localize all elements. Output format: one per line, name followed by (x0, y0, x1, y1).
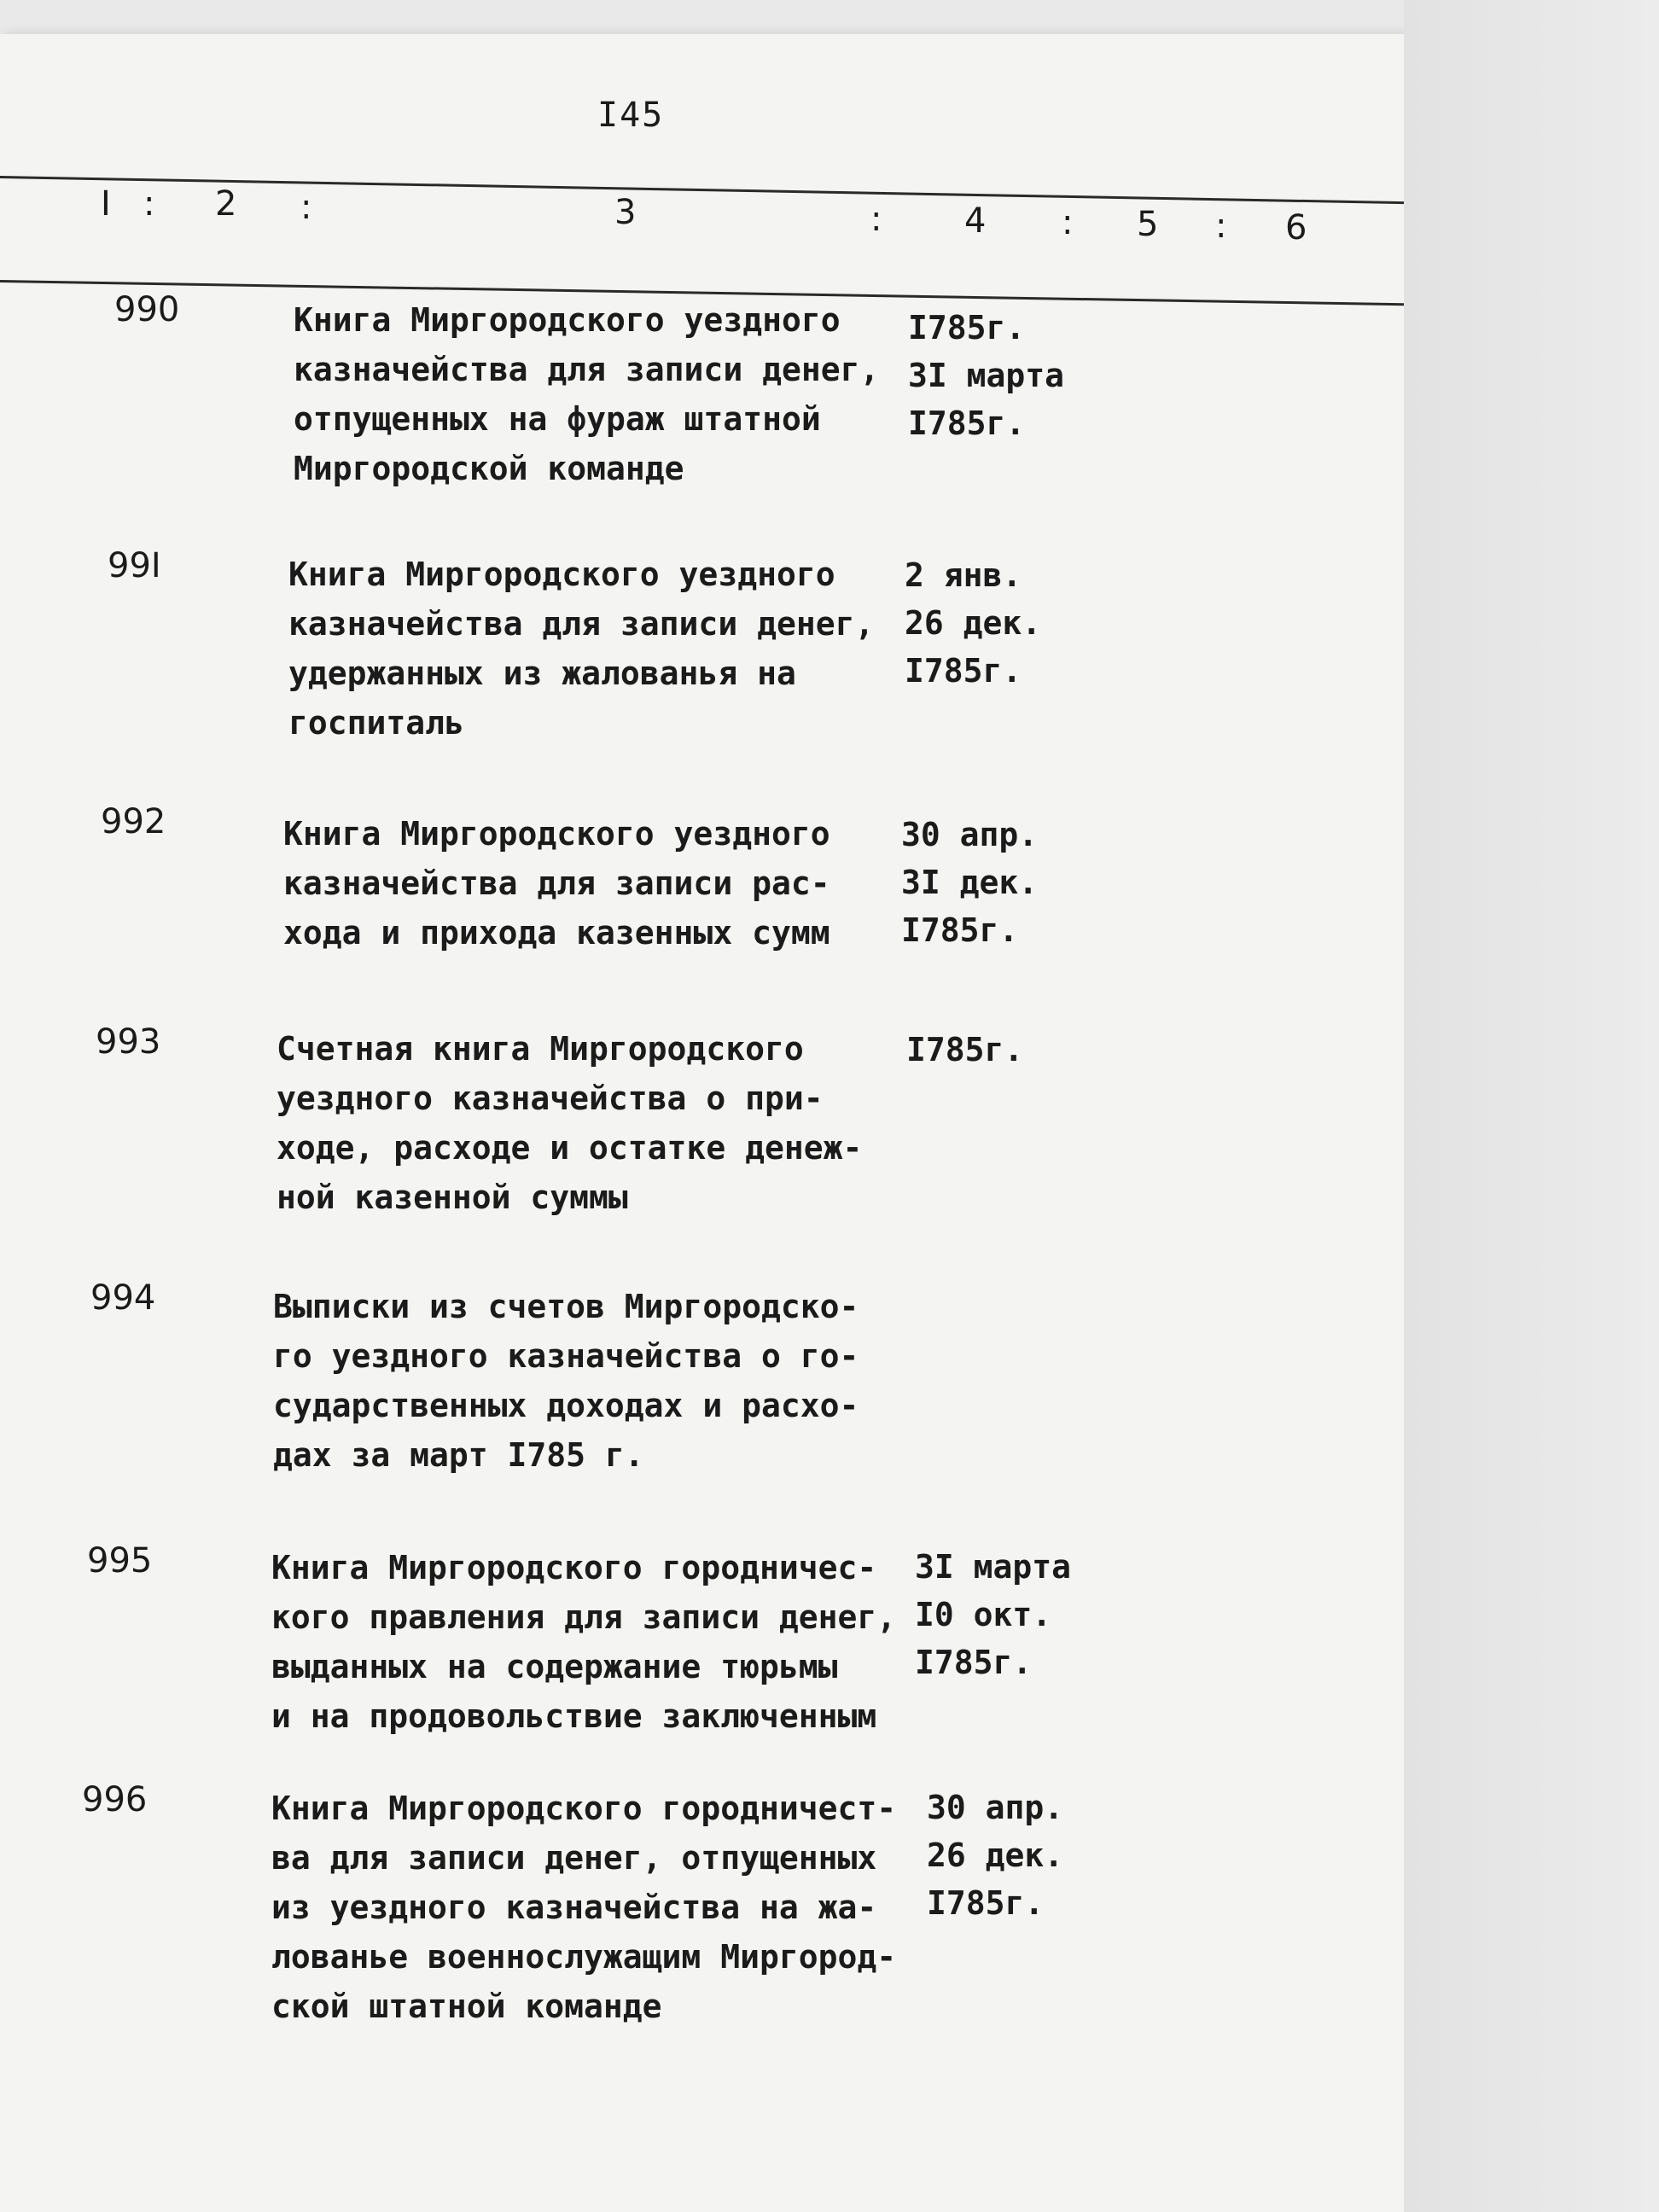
column-header-separator: : (1215, 207, 1227, 246)
column-header-separator: : (143, 184, 155, 224)
entry-number: 990 (114, 290, 180, 329)
column-header-separator: : (1062, 203, 1074, 242)
column-header-6: 6 (1285, 208, 1307, 247)
column-header-2: 2 (215, 184, 237, 224)
entry-number: 992 (101, 802, 166, 841)
header-top-rule (0, 176, 1404, 204)
entry-number: 994 (90, 1278, 156, 1318)
column-header-separator: : (870, 200, 882, 239)
column-header-separator: : (300, 188, 312, 227)
column-header-1: I (101, 184, 111, 224)
entry-title: Книга Миргородского уездного казначейства для записи денег, удержанных из жалованья на госпиталь (288, 556, 875, 742)
entry-number: 993 (96, 1022, 161, 1062)
entry-dates: I785г. 3I марта I785г. (908, 309, 1065, 442)
column-header-3: 3 (614, 193, 637, 232)
entry-dates: 30 апр. 26 дек. I785г. (927, 1789, 1064, 1922)
entry-number: 996 (82, 1780, 148, 1819)
column-header-4: 4 (964, 201, 987, 241)
document-page (0, 34, 1404, 2212)
entry-title: Книга Миргородского городничест- ва для записи денег, отпущенных из уездного казначейства на жа- лованье военнослужащим Миргород- ской штатной команде (271, 1790, 897, 2025)
entry-dates: I785г. (906, 1031, 1024, 1068)
entry-title: Счетная книга Миргородского уездного казначейства о при- ходе, расходе и остатке денеж- ной казенной суммы (276, 1030, 863, 1216)
entry-number: 99I (108, 546, 161, 585)
entry-dates: 30 апр. 3I дек. I785г. (901, 816, 1039, 949)
entry-title: Выписки из счетов Миргородско- го уездного казначейства о го- сударственных доходах и расхо- дах за март I785 г. (273, 1288, 859, 1474)
entry-title: Книга Миргородского уездного казначейства для записи рас- хода и прихода казенных сумм (283, 815, 830, 952)
entry-number: 995 (87, 1541, 153, 1580)
entry-title: Книга Миргородского уездного казначейства для записи денег, отпущенных на фураж штатной Миргородской команде (294, 301, 880, 487)
page-number: I45 (597, 96, 665, 135)
entry-dates: 3I марта I0 окт. I785г. (915, 1548, 1072, 1681)
background-sheet (1404, 0, 1659, 2212)
entry-dates: 2 янв. 26 дек. I785г. (905, 556, 1042, 690)
column-header-5: 5 (1137, 205, 1159, 244)
entry-title: Книга Миргородского городничес- кого правления для записи денег, выданных на содержание тюрьмы и на продовольствие заключенным (271, 1549, 897, 1735)
